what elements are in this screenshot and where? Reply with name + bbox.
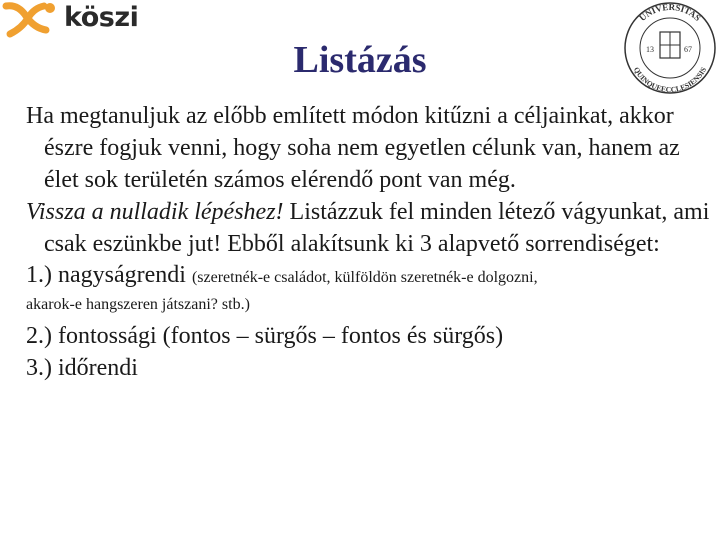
svg-text:QUINQUEECCLESIENSIS: QUINQUEECCLESIENSIS: [631, 65, 709, 95]
paragraph-listing: [26, 196, 716, 260]
list-item-3: 3.) időrendi: [26, 355, 138, 381]
slide-body: [26, 100, 716, 384]
list-item-1-note-b: akarok-e hangszeren játszani? stb.): [26, 296, 250, 313]
svg-text:UNIVERSITAS: UNIVERSITAS: [637, 1, 703, 24]
page-title: Listázás: [293, 39, 427, 81]
svg-text:13: 13: [646, 45, 654, 54]
svg-text:67: 67: [684, 45, 692, 54]
logo-text: köszi: [64, 2, 139, 33]
list-item-1-note-a: (szeretnék-e családot, külföldön szeretnék-e dolgozni,: [191, 269, 538, 286]
list-item-1: [26, 260, 716, 316]
koszi-logo-icon: [0, 0, 62, 40]
paragraph-intro: Ha megtanuljuk az előbb említett módon kitűzni a céljainkat, akkor észre fogjuk venni, hogy soha nem egyetlen célunk van, hanem az élet sok területén számos elérendő pont van még.: [26, 103, 680, 193]
paragraph-listing-lead: Vissza a nulladik lépéshez!: [26, 199, 284, 225]
list-item-1-main: 1.) nagyságrendi: [26, 262, 192, 288]
paragraph-listing-rest: Listázzuk fel minden létező vágyunkat, ami csak eszünkbe jut! Ebből alakítsunk ki 3 alapvető sorrendiséget:: [44, 199, 710, 257]
list-item-2: 2.) fontossági (fontos – sürgős – fontos és sürgős): [26, 323, 504, 349]
